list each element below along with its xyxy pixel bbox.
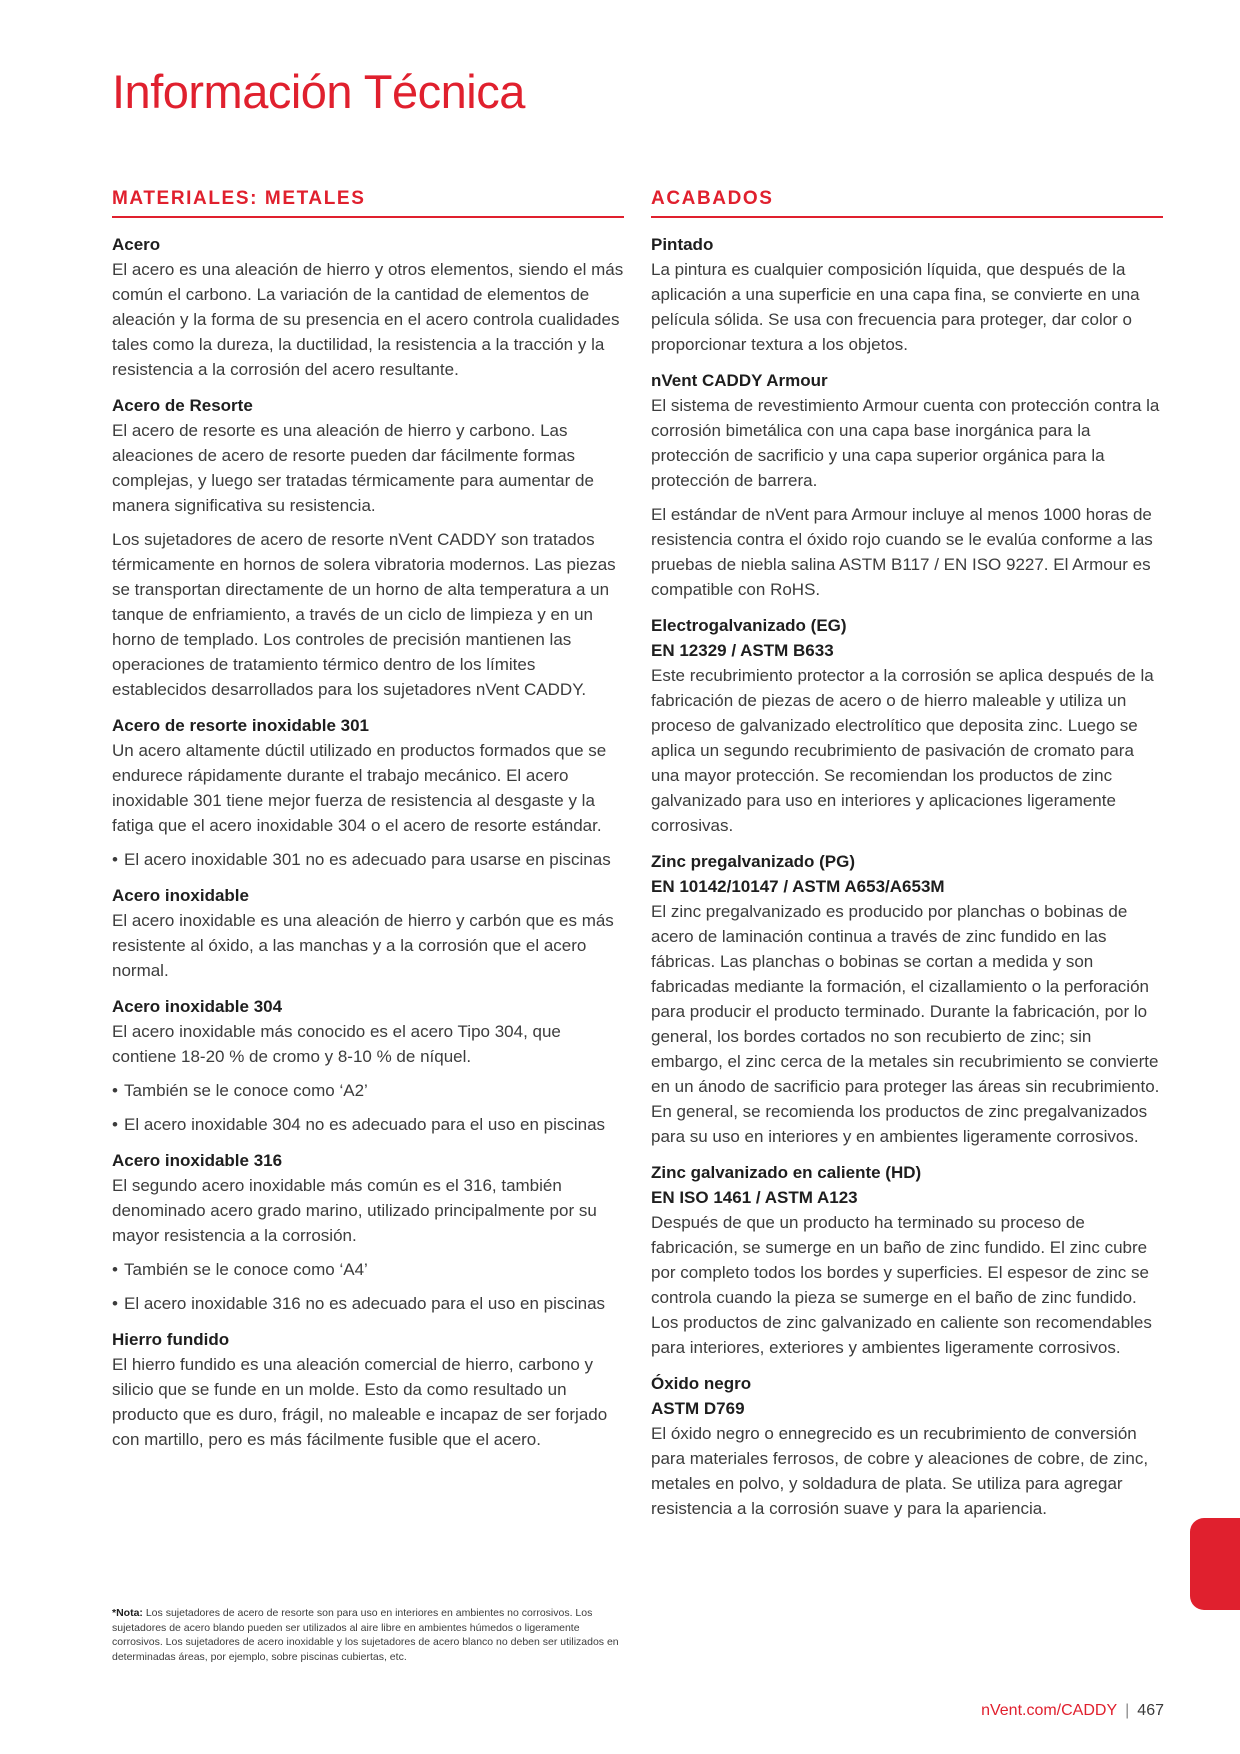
finish-paragraph: La pintura es cualquier composición líquida, que después de la aplicación a una superficie en una capa fina, se convierte en una película sólida. Se usa con frecuencia para proteger, dar color o proporcionar textura a los objetos. <box>651 260 1140 354</box>
finish-title: Zinc galvanizado en caliente (HD) <box>651 1163 922 1182</box>
material-block <box>112 883 624 983</box>
finish-paragraph: Después de que un producto ha terminado su proceso de fabricación, se sumerge en un baño de zinc fundido. El zinc cubre por completo todos los bordes y superficies. El espesor de zinc se controla cuando la pieza se sumerge en el baño de zinc fundido. Los productos de zinc galvanizado en caliente son recomendables para interiores, exteriores y ambientes ligeramente corrosivos. <box>651 1213 1152 1357</box>
bullet-list <box>112 1078 624 1137</box>
material-title: Acero inoxidable 316 <box>112 1151 283 1170</box>
finish-block <box>651 613 1163 838</box>
bullet-item: • El acero inoxidable 316 no es adecuado para el uso en piscinas <box>112 1291 624 1316</box>
material-title: Acero inoxidable <box>112 886 249 905</box>
finish-block <box>651 232 1163 357</box>
finish-standard: EN 10142/10147 / ASTM A653/A653M <box>651 877 945 896</box>
section-tab <box>1190 1518 1240 1610</box>
material-block <box>112 232 624 382</box>
finish-paragraph: El óxido negro o ennegrecido es un recubrimiento de conversión para materiales ferrosos, de cobre y aleaciones de cobre, de zinc, metales en polvo, y soldadura de plata. Se utiliza para agregar resistencia a la corrosión suave y para la apariencia. <box>651 1424 1149 1518</box>
bullet-item: • También se le conoce como ‘A2’ <box>112 1078 624 1103</box>
footer-separator: | <box>1125 1702 1130 1719</box>
finishes-heading: ACABADOS <box>651 188 1163 218</box>
footer-url-link[interactable]: nVent.com/CADDY <box>981 1702 1118 1719</box>
finish-title: nVent CADDY Armour <box>651 371 828 390</box>
footnote-text: Los sujetadores de acero de resorte son para uso en interiores en ambientes no corrosivos. Los sujetadores de acero blando pueden ser utilizados al aire libre en ambientes húmedos o ligeramente corrosivos. Los sujetadores de acero inoxidable y los sujetadores de acero blanco no deben ser utilizados en determinadas áreas, por ejemplo, sobre piscinas cubiertas, etc. <box>112 1607 619 1663</box>
material-paragraph: El acero es una aleación de hierro y otros elementos, siendo el más común el carbono. La variación de la cantidad de elementos de aleación y la forma de su presencia en el acero controla cualidades tales como la dureza, la ductilidad, la resistencia a la tracción y la resistencia a la corrosión del acero resultante. <box>112 260 624 379</box>
finish-paragraph: El sistema de revestimiento Armour cuenta con protección contra la corrosión bimetálica con una capa base inorgánica para la protección de sacrificio y una capa superior orgánica para la protección de barrera. <box>651 396 1160 490</box>
material-paragraph: Los sujetadores de acero de resorte nVent CADDY son tratados térmicamente en hornos de solera vibratoria modernos. Las piezas se transportan directamente de un horno de alta temperatura a un tanque de enfriamiento, a través de un ciclo de limpieza y en un horno de templado. Los controles de precisión mantienen las operaciones de tratamiento térmico dentro de los límites establecidos desarrollados para los sujetadores nVent CADDY. <box>112 530 616 699</box>
material-paragraph: Un acero altamente dúctil utilizado en productos formados que se endurece rápidamente durante el trabajo mecánico. El acero inoxidable 301 tiene mejor fuerza de resistencia al desgaste y la fatiga que el acero inoxidable 304 o el acero de resorte estándar. <box>112 741 607 835</box>
footnote-label: *Nota: <box>112 1607 143 1619</box>
finish-title: Zinc pregalvanizado (PG) <box>651 852 856 871</box>
finish-block <box>651 1160 1163 1360</box>
material-paragraph: El acero de resorte es una aleación de hierro y carbono. Las aleaciones de acero de resorte pueden dar fácilmente formas complejas, y luego ser tratadas térmicamente para aumentar de manera significativa su resistencia. <box>112 421 594 515</box>
material-block <box>112 1148 624 1316</box>
material-block <box>112 713 624 872</box>
material-title: Acero de Resorte <box>112 396 253 415</box>
material-title: Acero <box>112 235 161 254</box>
material-paragraph: El hierro fundido es una aleación comercial de hierro, carbono y silicio que se funde en un molde. Esto da como resultado un producto que es duro, frágil, no maleable e incapaz de ser forjado con martillo, pero es más fácilmente fusible que el acero. <box>112 1355 608 1449</box>
page-title: Información Técnica <box>112 65 525 118</box>
material-title: Hierro fundido <box>112 1330 230 1349</box>
material-paragraph: El segundo acero inoxidable más común es el 316, también denominado acero grado marino, utilizado principalmente por su mayor resistencia a la corrosión. <box>112 1176 597 1245</box>
footnote <box>112 1606 632 1664</box>
material-paragraph: El acero inoxidable más conocido es el acero Tipo 304, que contiene 18-20 % de cromo y 8-10 % de níquel. <box>112 1022 561 1066</box>
bullet-item: • También se le conoce como ‘A4’ <box>112 1257 624 1282</box>
finish-block <box>651 368 1163 602</box>
page-footer <box>981 1702 1164 1720</box>
finish-block <box>651 849 1163 1149</box>
material-paragraph: El acero inoxidable es una aleación de hierro y carbón que es más resistente al óxido, a las manchas y a la corrosión que el acero normal. <box>112 911 614 980</box>
finish-paragraph: El zinc pregalvanizado es producido por planchas o bobinas de acero de laminación continua a través de zinc fundido en las fábricas. Las planchas o bobinas se cortan a medida y son fabricadas mediante la formación, el cizallamiento o la perforación para producir el producto terminado. Durante la fabricación, por lo general, los bordes cortados no son recubierto de zinc; sin embargo, el zinc cerca de la metales sin recubrimiento se convierte en un ánodo de sacrificio para proteger las áreas sin recubrimiento. En general, se recomienda los productos de zinc pregalvanizados para su uso en interiores y en ambientes ligeramente corrosivos. <box>651 902 1160 1146</box>
finish-standard: EN ISO 1461 / ASTM A123 <box>651 1188 858 1207</box>
finish-title: Electrogalvanizado (EG) <box>651 616 847 635</box>
bullet-item: • El acero inoxidable 301 no es adecuado para usarse en piscinas <box>112 847 624 872</box>
bullet-list <box>112 1257 624 1316</box>
materials-list <box>112 232 624 1452</box>
material-block <box>112 1327 624 1452</box>
finish-standard: EN 12329 / ASTM B633 <box>651 641 834 660</box>
materials-column <box>112 188 624 1463</box>
finish-standard: ASTM D769 <box>651 1399 745 1418</box>
finish-block <box>651 1371 1163 1521</box>
finish-paragraph: El estándar de nVent para Armour incluye al menos 1000 horas de resistencia contra el óxido rojo cuando se le evalúa conforme a las pruebas de niebla salina ASTM B117 / EN ISO 9227. El Armour es compatible con RoHS. <box>651 505 1153 599</box>
finishes-column <box>651 188 1163 1532</box>
material-title: Acero inoxidable 304 <box>112 997 283 1016</box>
finish-title: Pintado <box>651 235 714 254</box>
bullet-list <box>112 847 624 872</box>
finishes-list <box>651 232 1163 1521</box>
finish-paragraph: Este recubrimiento protector a la corrosión se aplica después de la fabricación de piezas de acero o de hierro maleable y utiliza un proceso de galvanizado electrolítico que deposita zinc. Luego se aplica un segundo recubrimiento de pasivación de cromato para una mayor protección. Se recomiendan los productos de zinc galvanizado para uso en interiores y aplicaciones ligeramente corrosivas. <box>651 666 1154 835</box>
finish-title: Óxido negro <box>651 1374 752 1393</box>
page-number: 467 <box>1137 1702 1164 1719</box>
bullet-item: • El acero inoxidable 304 no es adecuado para el uso en piscinas <box>112 1112 624 1137</box>
material-title: Acero de resorte inoxidable 301 <box>112 716 369 735</box>
material-block <box>112 994 624 1137</box>
materials-heading: MATERIALES: METALES <box>112 188 624 218</box>
material-block <box>112 393 624 702</box>
